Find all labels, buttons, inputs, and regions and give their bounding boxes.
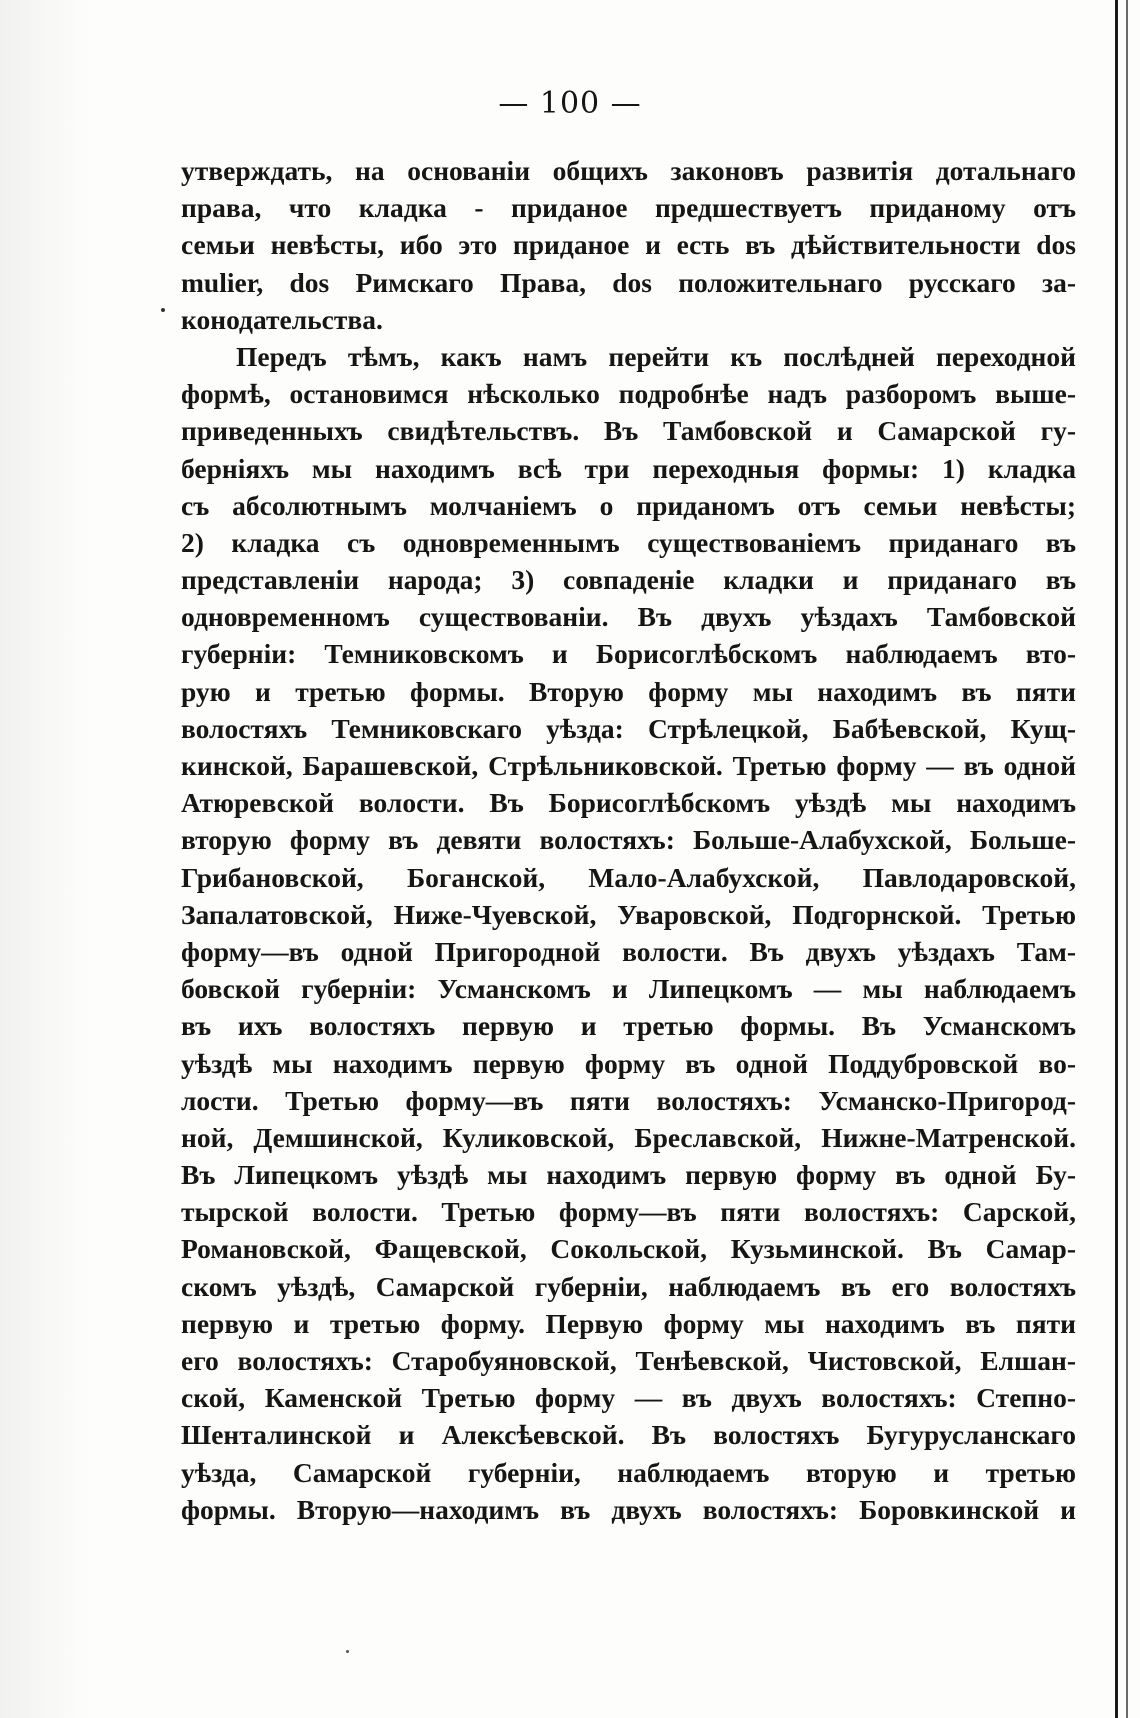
text-line: формы. Вторую—находимъ въ двухъ волостяхъ: Боровкинской и [181,1493,1076,1525]
text-line: бовской губерніи: Усманскомъ и Липецкомъ — мы наблюдаемъ [181,973,1076,1005]
ink-speck [346,1650,349,1653]
text-line: тырской волости. Третью форму—въ пяти волостяхъ: Сарской, [181,1196,1076,1228]
text-line: 2) кладка съ одновременнымъ существованіемъ приданаго въ [181,526,1076,558]
text-line: Шенталинской и Алексѣевской. Въ волостяхъ Бугурусланскаго [181,1419,1076,1451]
text-line: утверждать, на основаніи общихъ законовъ развитія дотальнаго [181,155,1076,186]
text-line: кинской, Барашевской, Стрѣльниковской. Третью форму — въ одной [181,750,1076,781]
text-line: его волостяхъ: Старобуяновской, Тенѣевской, Чистовской, Елшан- [181,1345,1076,1376]
text-line: волостяхъ Темниковскаго уѣзда: Стрѣлецкой, Бабѣевской, Кущ- [181,712,1076,744]
text-line: берніяхъ мы находимъ всѣ три переходныя формы: 1) кладка [181,452,1076,484]
page-edge-line-outer [1126,0,1128,1718]
text-line: Въ Липецкомъ уѣздѣ мы находимъ первую форму въ одной Бу- [181,1159,1076,1191]
text-line: представленіи народа; 3) совпаденіе кладки и приданаго въ [181,564,1076,596]
text-line: формѣ, остановимся нѣсколько подробнѣе надъ разборомъ выше- [181,378,1076,410]
text-line: Запалатовской, Ниже-Чуевской, Уваровской, Подгорнской. Третью [181,898,1076,930]
text-line: уѣзда, Самарской губерніи, наблюдаемъ вторую и третью [181,1456,1076,1488]
text-line: Романовской, Фащевской, Сокольской, Кузьминской. Въ Самар- [181,1233,1076,1265]
text-line: вторую форму въ девяти волостяхъ: Больше-Алабухской, Больше- [181,824,1076,856]
page-gutter [0,0,90,1718]
page-number: — 100 — [498,86,642,121]
text-line: семьи невѣсты, ибо это приданое и есть въ дѣйствительности dos [181,229,1076,261]
text-line: скомъ уѣздѣ, Самарской губерніи, наблюдаемъ въ его волостяхъ [181,1270,1076,1302]
text-line: одновременномъ существованіи. Въ двухъ уѣздахъ Тамбовской [181,601,1076,633]
text-line: форму—въ одной Пригородной волости. Въ двухъ уѣздахъ Там- [181,935,1076,967]
text-line: ной, Демшинской, Куликовской, Бреславской, Нижне-Матренской. [181,1121,1076,1153]
text-line: права, что кладка - приданое предшествуетъ приданому отъ [181,192,1076,224]
text-line: въ ихъ волостяхъ первую и третью формы. Въ Усманскомъ [181,1010,1076,1042]
page-edge-line [1115,0,1118,1718]
ink-speck [161,308,165,312]
text-line: приведенныхъ свидѣтельствъ. Въ Тамбовской и Самарской гу- [181,415,1076,447]
text-line: ской, Каменской Третью форму — въ двухъ волостяхъ: Степно- [181,1382,1076,1414]
text-line: рую и третью формы. Вторую форму мы находимъ въ пяти [181,675,1076,707]
text-line: съ абсолютнымъ молчаніемъ о приданомъ отъ семьи невѣсты; [181,489,1076,521]
body-text [181,152,1076,1528]
text-line: губерніи: Темниковскомъ и Борисоглѣбскомъ наблюдаемъ вто- [181,638,1076,670]
text-line: уѣздѣ мы находимъ первую форму въ одной Поддубровской во- [181,1047,1076,1079]
text-line: Атюревской волости. Въ Борисоглѣбскомъ уѣздѣ мы находимъ [181,787,1076,819]
text-line: конодательства. [181,303,383,335]
text-line: Передъ тѣмъ, какъ намъ перейти къ послѣдней переходной [236,340,1076,372]
text-line: Грибановской, Боганской, Мало-Алабухской, Павлодаровской, [181,861,1076,893]
text-line: mulier, dos Римскаго Права, dos положительнаго русскаго за- [181,266,1076,298]
text-line: лости. Третью форму—въ пяти волостяхъ: Усманско-Пригород- [181,1084,1076,1116]
text-line: первую и третью форму. Первую форму мы находимъ въ пяти [181,1307,1076,1339]
